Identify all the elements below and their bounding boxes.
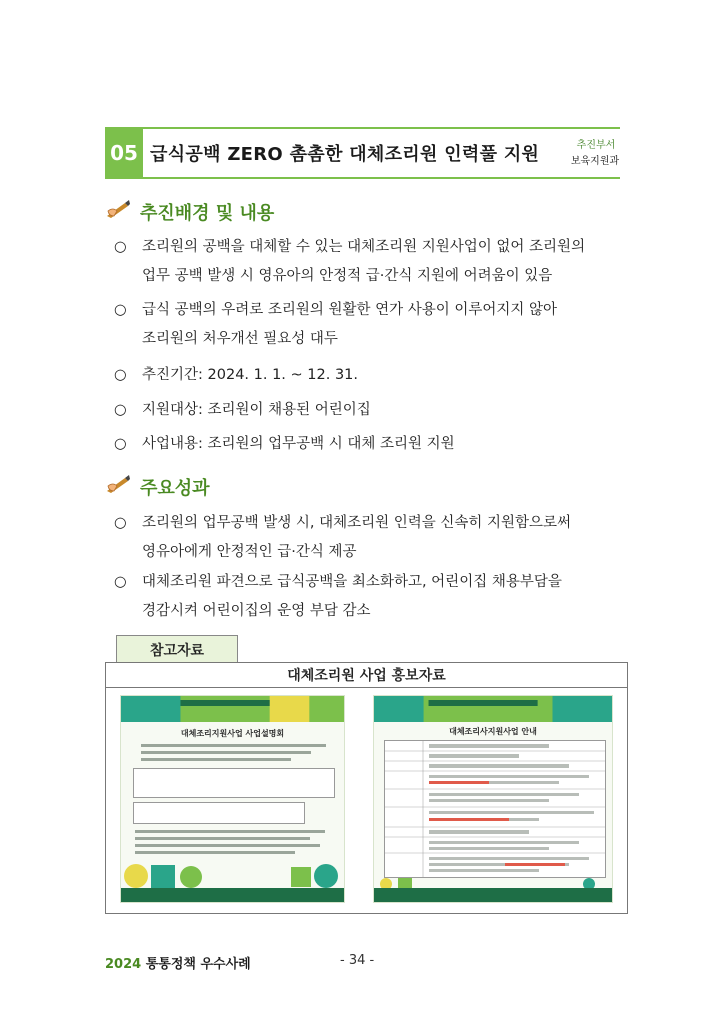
poster-decor — [121, 861, 346, 890]
poster-heading: 대체조리지원사업 사업설명회 — [180, 729, 285, 738]
poster-table — [133, 768, 335, 798]
reference-tab: 참고자료 — [116, 635, 238, 663]
page-title: 급식공백 ZERO 촘촘한 대체조리원 인력풀 지원 — [150, 144, 540, 165]
reference-title: 대체조리원 사업 홍보자료 — [105, 662, 628, 688]
footer-title: 2024 통통정책 우수사례 — [105, 957, 251, 972]
section-heading-background: 추진배경 및 내용 — [140, 203, 275, 224]
promo-poster-2 — [373, 695, 613, 903]
section-heading-results: 주요성과 — [140, 478, 210, 499]
list-item: ○ 추진기간: 2024. 1. 1. ~ 12. 31. — [114, 367, 359, 383]
poster-table — [384, 740, 606, 878]
dept-name: 보육지원과 — [570, 156, 620, 167]
poster-banner — [374, 696, 612, 722]
list-item: ○ 조리원의 업무공백 발생 시, 대체조리원 인력을 신속히 지원함으로써 영유아에게 안정적인 급·간식 제공 — [114, 515, 572, 560]
writing-hand-icon — [105, 199, 131, 223]
list-item: ○ 급식 공백의 우려로 조리원의 원활한 연가 사용이 이루어지지 않아 조리원의 처우개선 필요성 대두 — [114, 302, 558, 347]
list-item: ○ 조리원의 공백을 대체할 수 있는 대체조리원 지원사업이 없어 조리원의 업무 공백 발생 시 영유아의 안정적 급·간식 지원에 어려움이 있음 — [114, 239, 586, 284]
list-item: ○ 지원대상: 조리원이 채용된 어린이집 — [114, 402, 371, 418]
poster-banner — [121, 696, 344, 722]
section-number-badge: 05 — [105, 127, 143, 179]
list-item: ○ 사업내용: 조리원의 업무공백 시 대체 조리원 지원 — [114, 436, 455, 452]
poster-heading: 대체조리사지원사업 안내 — [449, 727, 537, 736]
page-number: - 34 - — [340, 953, 375, 968]
list-item: ○ 대체조리원 파견으로 급식공백을 최소화하고, 어린이집 채용부담을 경감시켜 어린이집의 운영 부담 감소 — [114, 574, 562, 619]
promo-poster-1 — [120, 695, 345, 903]
writing-hand-icon — [105, 474, 131, 498]
dept-label: 추진부서 — [576, 140, 616, 151]
poster-table — [133, 802, 305, 824]
